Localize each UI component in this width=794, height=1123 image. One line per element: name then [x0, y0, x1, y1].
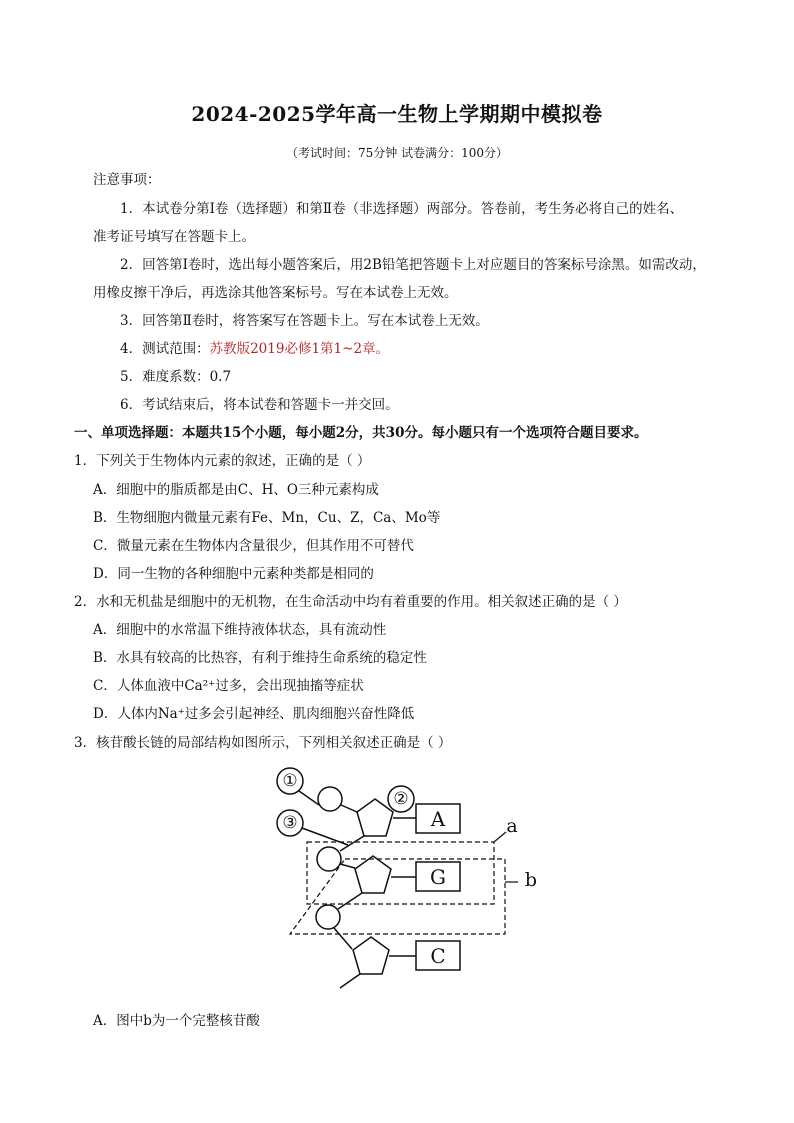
bond-p2-s2 — [340, 864, 355, 868]
label-1-circle — [277, 768, 303, 794]
label-1: ① — [282, 771, 298, 791]
question-1-option-a: A．细胞中的脂质都是由C、H、O三种元素构成 — [93, 482, 379, 498]
bond-p1-s1 — [341, 805, 357, 812]
label-1-leader — [299, 791, 319, 805]
label-2: ② — [393, 789, 409, 809]
sugar-2 — [355, 856, 391, 893]
bond-s1-p2 — [340, 836, 364, 851]
question-1-stem: 1．下列关于生物体内元素的叙述，正确的是（ ） — [74, 453, 371, 469]
dashed-box-b — [290, 859, 505, 934]
bond-s2-p3 — [338, 893, 362, 909]
label-a-leader — [494, 832, 506, 842]
label-3: ③ — [282, 813, 298, 833]
label-3-leader — [302, 828, 348, 845]
test-scope: 苏教版2019必修1第1~2章。 — [209, 341, 390, 357]
notice-item-1-cont: 准考证号填写在答题卡上。 — [93, 229, 255, 245]
phosphate-3 — [316, 905, 340, 929]
notice-item-2-cont: 用橡皮擦干净后，再选涂其他答案标号。写在本试卷上无效。 — [93, 285, 458, 301]
bond-p3-s3 — [334, 928, 352, 949]
question-2-option-c: C．人体血液中Ca²⁺过多，会出现抽搐等症状 — [93, 678, 364, 694]
base-g-box — [416, 862, 460, 891]
notice-item-2: 2．回答第Ⅰ卷时，选出每小题答案后，用2B铅笔把答题卡上对应题目的答案标号涂黑。如需改动， — [120, 257, 706, 273]
base-c-box — [416, 941, 460, 970]
phosphate-1 — [318, 787, 342, 811]
phosphate-2 — [317, 847, 341, 871]
base-c-label: C — [430, 944, 446, 968]
label-3-circle — [277, 810, 303, 836]
label-a: a — [506, 815, 518, 837]
notice-item-3: 3．回答第Ⅱ卷时，将答案写在答题卡上。写在本试卷上无效。 — [120, 313, 489, 329]
chain-tail — [340, 974, 360, 988]
notice-item-5: 5．难度系数：0.7 — [120, 369, 232, 385]
notice-heading: 注意事项： — [93, 172, 161, 188]
label-b: b — [524, 869, 538, 891]
base-a-label: A — [430, 807, 446, 831]
notice-item-4 — [120, 339, 389, 359]
page-title: 2024-2025学年高一生物上学期期中模拟卷 — [191, 102, 603, 126]
sugar-1 — [357, 799, 393, 836]
question-2-option-a: A．细胞中的水常温下维持液体状态，具有流动性 — [93, 622, 387, 638]
question-1-option-d: D．同一生物的各种细胞中元素种类都是相同的 — [93, 566, 374, 582]
dashed-box-a — [307, 842, 494, 904]
exam-info: （考试时间：75分钟 试卷满分：100分） — [286, 146, 508, 160]
notice-item-1: 1．本试卷分第Ⅰ卷（选择题）和第Ⅱ卷（非选择题）两部分。答卷前，考生务必将自己的姓名、 — [120, 201, 684, 217]
base-a-box — [416, 804, 460, 833]
notice-item-6: 6．考试结束后，将本试卷和答题卡一并交回。 — [120, 397, 399, 413]
question-3-stem: 3．核苷酸长链的局部结构如图所示，下列相关叙述正确是（ ） — [74, 735, 452, 751]
question-2-option-b: B．水具有较高的比热容，有利于维持生命系统的稳定性 — [93, 650, 427, 666]
question-2-stem: 2．水和无机盐是细胞中的无机物，在生命活动中均有着重要的作用。相关叙述正确的是（ ） — [74, 594, 627, 610]
notice-item-4-prefix: 4．测试范围： — [120, 341, 210, 357]
section-heading: 一、单项选择题：本题共15个小题，每小题2分，共30分。每小题只有一个选项符合题目要求。 — [74, 425, 648, 441]
question-1-option-c: C．微量元素在生物体内含量很少，但其作用不可替代 — [93, 538, 414, 554]
question-3-option-a: A．图中b为一个完整核苷酸 — [93, 1013, 260, 1029]
label-2-circle — [388, 786, 414, 812]
base-g-label: G — [430, 865, 446, 889]
sugar-3 — [353, 937, 389, 974]
question-2-option-d: D．人体内Na⁺过多会引起神经、肌肉细胞兴奋性降低 — [93, 706, 415, 722]
question-1-option-b: B．生物细胞内微量元素有Fe、Mn，Cu、Z，Ca、Mo等 — [93, 510, 441, 526]
